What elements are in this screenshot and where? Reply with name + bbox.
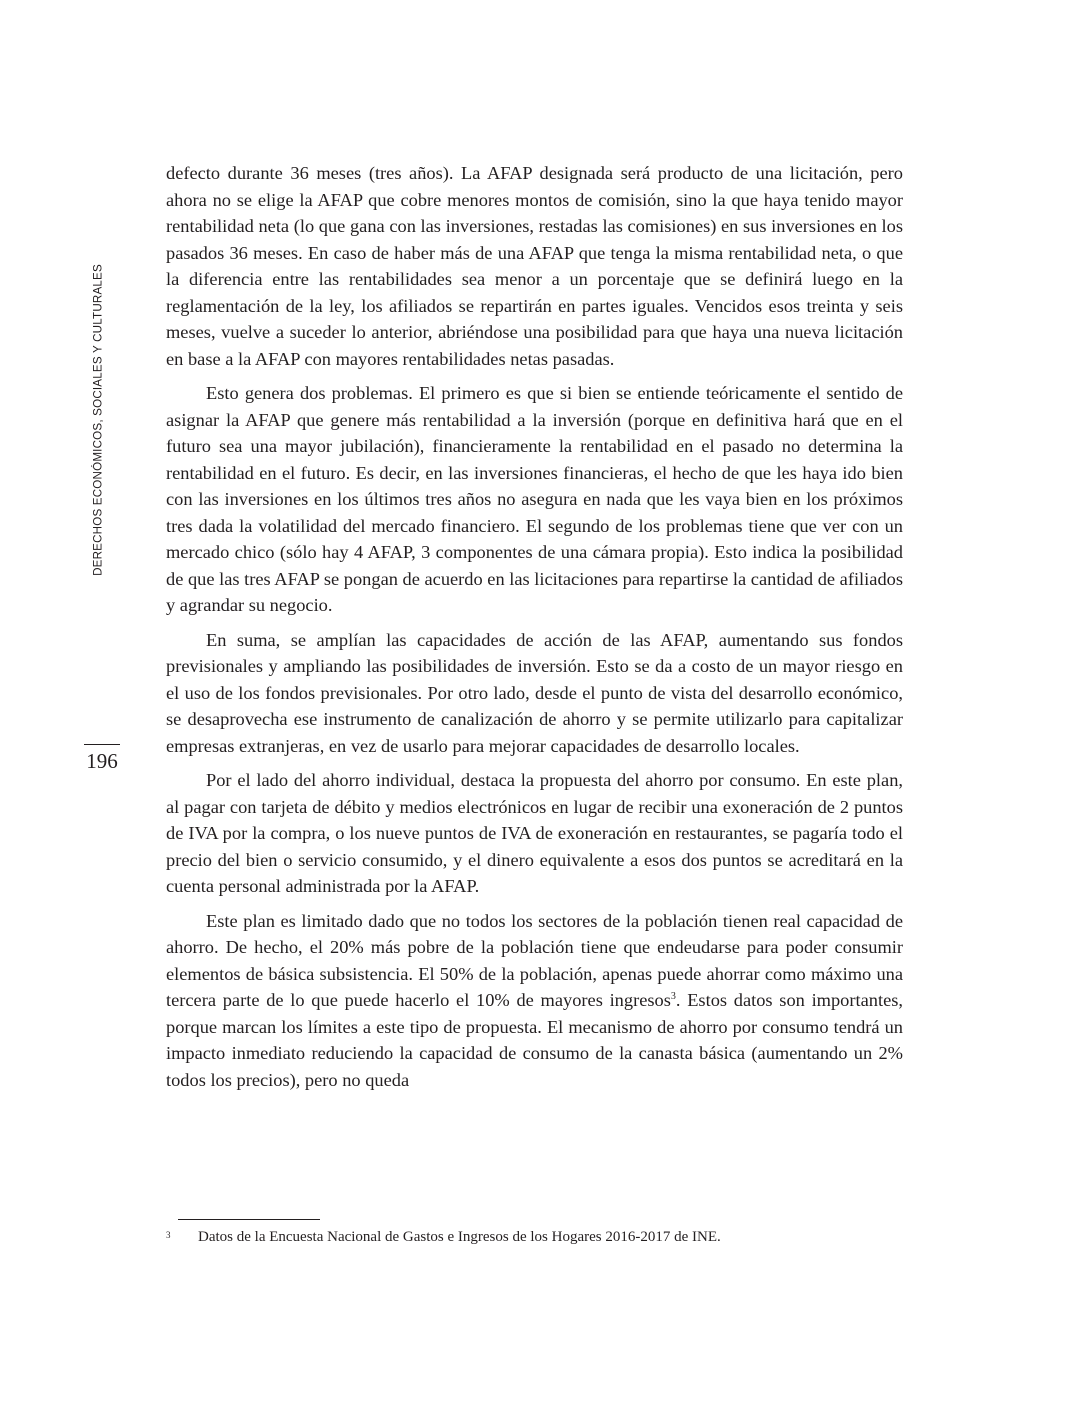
page-number: 196 [86, 749, 118, 773]
paragraph-5-text-after-ref: . Estos datos son importantes, porque marcan los límites a este tipo de propuesta. El mecanismo de ahorro por consumo tendrá un impacto inmediato reduciendo la capacidad de consumo de la canasta básica (aumentando un 2% todos los precios), pero no queda [166, 990, 903, 1090]
footnote-reference[interactable]: 3 [670, 990, 676, 1002]
running-header-side-label: DERECHOS ECONÓMICOS, SOCIALES Y CULTURALES [91, 264, 105, 576]
paragraph-5-text-before-ref: Este plan es limitado dado que no todos los sectores de la población tienen real capacidad de ahorro. De hecho, el 20% más pobre de la población tiene que endeudarse para poder consumir elementos de básica subsistencia. El 50% de la población, apenas puede ahorrar como máximo una tercera parte de lo que puede hacerlo el 10% de mayores ingresos [166, 910, 903, 1010]
footnote-rule [178, 1219, 320, 1220]
paragraph-3: En suma, se amplían las capacidades de acción de las AFAP, aumentando sus fondos previsionales y ampliando las posibilidades de inversión. Esto se da a costo de un mayor riesgo en el uso de los fondos previsionales. Por otro lado, desde el punto de vista del desarrollo económico, se desaprovecha ese instrumento de canalización de ahorro y se permite utilizarlo para capitalizar empresas extranjeras, en vez de usarlo para mejorar capacidades de desarrollo locales. [166, 629, 903, 756]
paragraph-2: Esto genera dos problemas. El primero es que si bien se entiende teóricamente el sentido de asignar la AFAP que genere más rentabilidad a la inversión (porque en definitiva hará que en el futuro sea una mayor jubilación), financieramente la rentabilidad en el pasado no determina la rentabilidad en el futuro. Es decir, en las inversiones financieras, el hecho de que les haya ido bien con las inversiones en los últimos tres años no asegura en nada que les vaya bien en los próximos tres dada la volatilidad del mercado financiero. El segundo de los problemas tiene que ver con un mercado chico (sólo hay 4 AFAP, 3 componentes de una cámara propia). Esto indica la posibilidad de que las tres AFAP se pongan de acuerdo en las licitaciones para repartirse la cantidad de afiliados y agrandar su negocio. [166, 383, 903, 615]
paragraph-5 [166, 908, 903, 1094]
body-text [166, 160, 903, 1101]
footnote-text: Datos de la Encuesta Nacional de Gastos e Ingresos de los Hogares 2016-2017 de INE. [198, 1229, 721, 1245]
paragraph-4: Por el lado del ahorro individual, destaca la propuesta del ahorro por consumo. En este plan, al pagar con tarjeta de débito y medios electrónicos en lugar de recibir una exoneración de 2 puntos de IVA por la compra, o los nueve puntos de IVA de exoneración en restaurantes, se pagaría todo el precio del bien o servicio consumido, y el dinero equivalente a esos dos puntos se acreditará en la cuenta personal administrada por la AFAP. [166, 770, 903, 896]
paragraph-1: defecto durante 36 meses (tres años). La AFAP designada será producto de una licitación, pero ahora no se elige la AFAP que cobre menores montos de comisión, sino la que haya tenido mayor rentabilidad neta (lo que gana con las inversiones, restadas las comisiones) en sus inversiones en los pasados 36 meses. En caso de haber más de una AFAP que tenga la misma rentabilidad neta, o que la diferencia entre las rentabilidades sea menor a un porcentaje que se definirá luego en la reglamentación de la ley, los afiliados se repartirán en partes iguales. Vencidos esos treinta y seis meses, vuelve a suceder lo anterior, abriéndose una posibilidad para que haya una nueva licitación en base a la AFAP con mayores rentabilidades netas pasadas. [166, 163, 903, 369]
footnote-marker: 3 [166, 1230, 171, 1240]
page-number-rule [84, 744, 120, 745]
